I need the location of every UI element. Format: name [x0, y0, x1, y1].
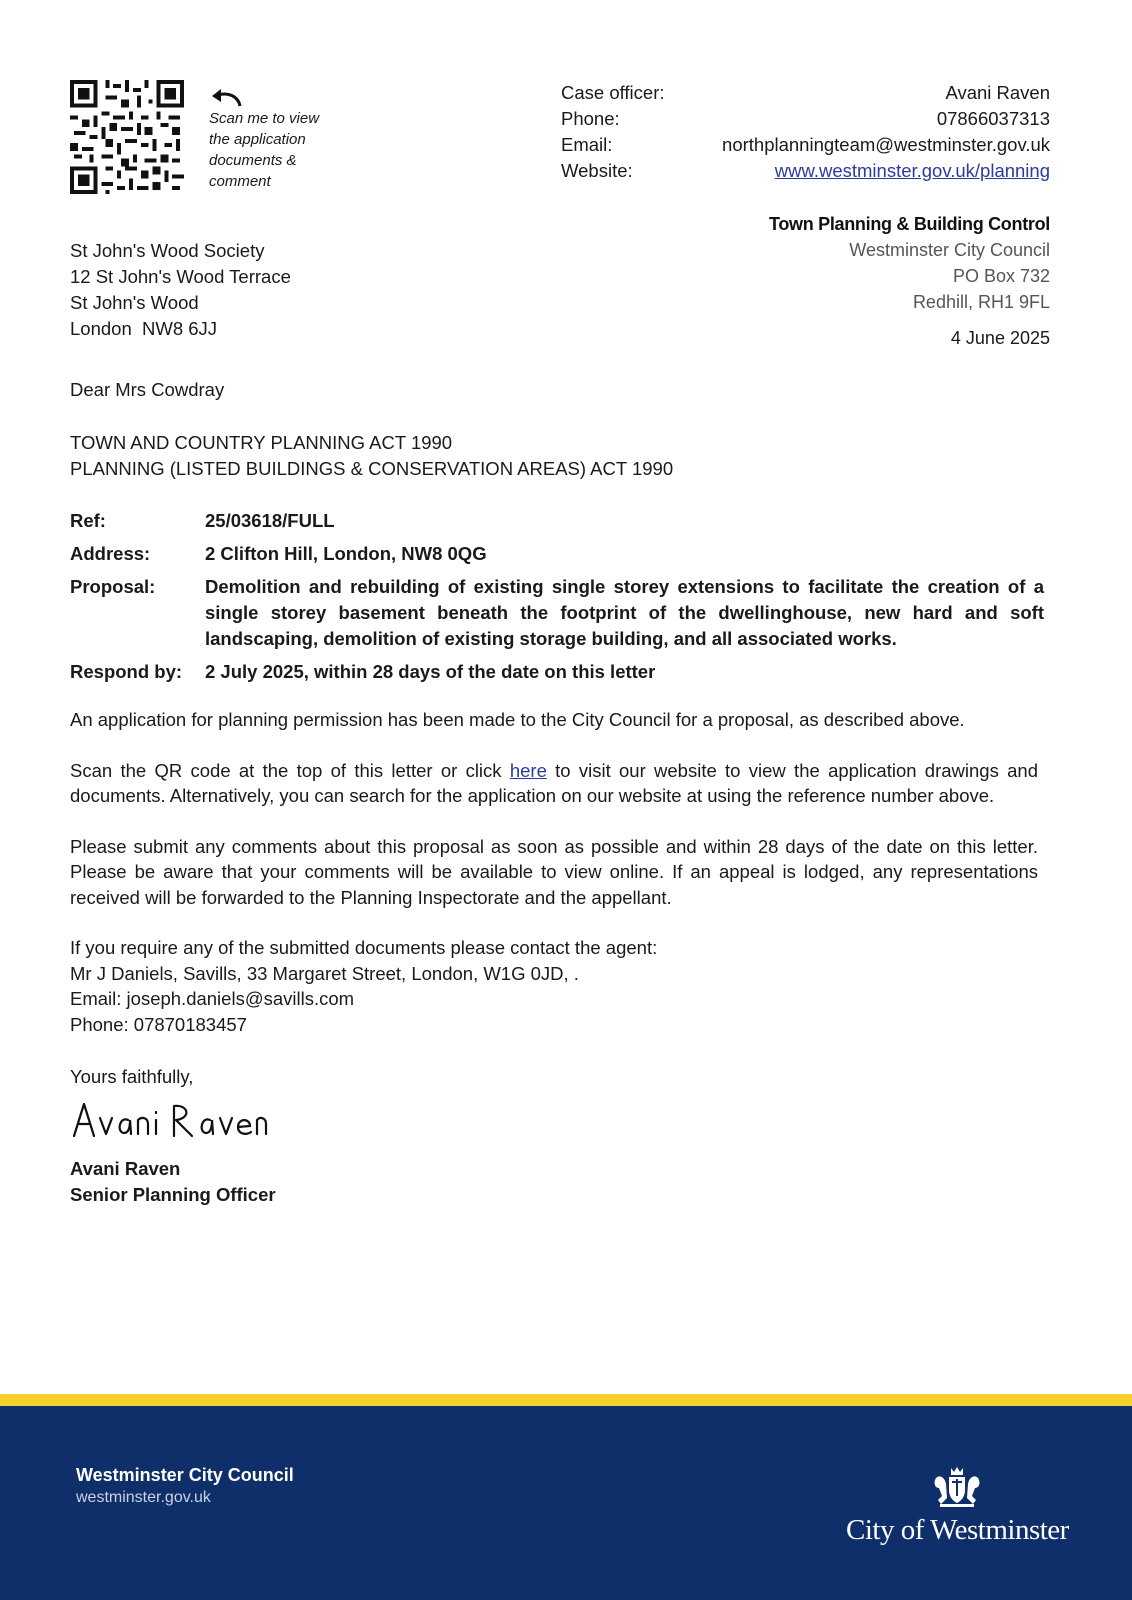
- qr-code[interactable]: [70, 80, 184, 194]
- recipient-line: St John's Wood Society: [70, 240, 265, 261]
- recipient-line: 12 St John's Wood Terrace: [70, 266, 291, 287]
- body-paragraph: An application for planning permission has been made to the City Council for a proposal, as described above.: [70, 709, 965, 730]
- contact-row-website: [561, 158, 1050, 184]
- council-address: [769, 211, 1050, 315]
- contact-row-email: [561, 132, 1050, 158]
- signatory: [70, 1156, 276, 1208]
- legislation-heading: [70, 430, 673, 482]
- address-value: 2 Clifton Hill, London, NW8 0QG: [205, 543, 487, 564]
- email-label: Email:: [561, 134, 613, 155]
- handwritten-signature: [70, 1098, 270, 1142]
- signatory-title: Senior Planning Officer: [70, 1184, 276, 1205]
- ref-value: 25/03618/FULL: [205, 510, 335, 531]
- case-officer-value: Avani Raven: [945, 82, 1050, 103]
- body-text: Scan the QR code at the top of this letter or click: [70, 759, 510, 781]
- respond-by-value: 2 July 2025, within 28 days of the date on this letter: [205, 661, 656, 682]
- agent-intro: If you require any of the submitted documents please contact the agent:: [70, 937, 658, 958]
- contact-details: [561, 80, 1050, 184]
- body-text: to visit our website to view the application drawings and documents. Alternatively, you can search for the application on our website at using the reference number above.: [70, 759, 1038, 806]
- body-paragraph: Please submit any comments about this proposal as soon as possible and within 28 days of the date on this letter. Please be aware that your comments will be available to view online. If an appeal is lodged, any representations received will be forwarded to the Planning Inspectorate and the appellant.: [70, 835, 1038, 908]
- proposal-value: Demolition and rebuilding of existing single storey extensions to facilitate the creation of a single storey basement beneath the footprint of the dwellinghouse, new hard and soft landscaping, demolition of existing storage building, and all associated works.: [205, 576, 1044, 649]
- council-department: Town Planning & Building Control: [768, 214, 1050, 234]
- salutation: Dear Mrs Cowdray: [70, 379, 225, 400]
- address-label: Address:: [70, 543, 151, 564]
- application-details: [70, 508, 1044, 692]
- contact-row-case-officer: [561, 80, 1050, 106]
- agent-phone: Phone: 07870183457: [70, 1013, 247, 1035]
- detail-row-proposal: [70, 574, 1044, 652]
- council-address-line: Redhill, RH1 9FL: [912, 292, 1050, 312]
- phone-value: 07866037313: [936, 108, 1050, 129]
- agent-email: Email: joseph.daniels@savills.com: [70, 988, 355, 1009]
- signatory-name: Avani Raven: [70, 1158, 181, 1179]
- ref-label: Ref:: [70, 510, 106, 531]
- act-line: PLANNING (LISTED BUILDINGS & CONSERVATION AREAS) ACT 1990: [70, 458, 674, 479]
- phone-label: Phone:: [561, 108, 620, 129]
- agent-address: Mr J Daniels, Savills, 33 Margaret Street, London, W1G 0JD, .: [70, 962, 579, 984]
- here-link[interactable]: here: [509, 759, 547, 781]
- website-link[interactable]: www.westminster.gov.uk/planning: [774, 160, 1050, 181]
- body-paragraph: [70, 758, 1038, 809]
- recipient-address: [70, 238, 291, 342]
- curved-arrow-icon: [210, 88, 242, 108]
- case-officer-label: Case officer:: [561, 82, 665, 103]
- qr-caption: Scan me to view the application documents & comment: [209, 110, 320, 190]
- council-address-line: PO Box 732: [952, 266, 1050, 286]
- act-line: TOWN AND COUNTRY PLANNING ACT 1990: [70, 432, 453, 453]
- respond-by-label: Respond by:: [70, 661, 183, 682]
- footer-council-name: Westminster City Council: [76, 1465, 294, 1485]
- detail-row-respond-by: [70, 659, 1044, 685]
- footer-website: westminster.gov.uk: [76, 1489, 211, 1506]
- detail-row-address: [70, 541, 1044, 567]
- letter-body: [70, 707, 1038, 1037]
- recipient-line: St John's Wood: [70, 292, 199, 313]
- footer-brand-wordmark: City of Westminster: [846, 1514, 1069, 1546]
- detail-row-ref: [70, 508, 1044, 534]
- proposal-label: Proposal:: [70, 576, 156, 597]
- letter-date: 4 June 2025: [950, 328, 1050, 348]
- agent-contact: [70, 935, 1038, 1037]
- coat-of-arms-icon: [930, 1466, 984, 1508]
- website-label: Website:: [561, 160, 633, 181]
- council-address-line: Westminster City Council: [849, 240, 1050, 260]
- contact-row-phone: [561, 106, 1050, 132]
- recipient-line: London NW8 6JJ: [70, 318, 218, 339]
- email-value: northplanningteam@westminster.gov.uk: [722, 134, 1050, 155]
- closing: Yours faithfully,: [70, 1066, 194, 1087]
